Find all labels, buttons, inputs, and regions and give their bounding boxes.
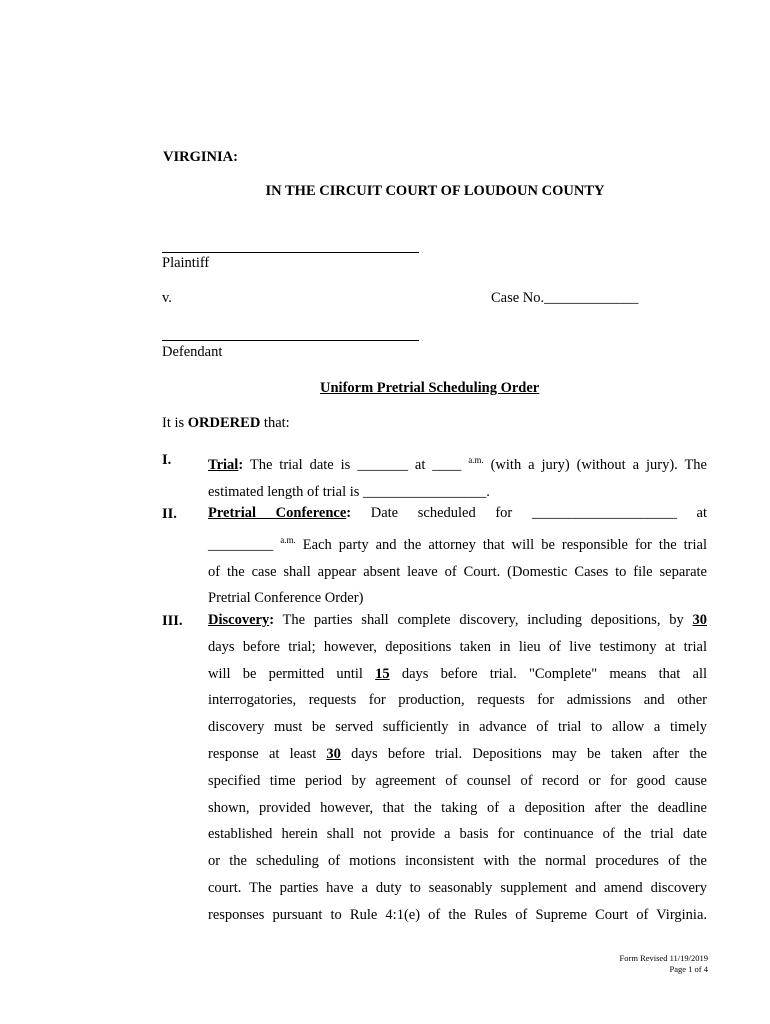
defendant-signature-line — [162, 340, 419, 341]
trial-heading: Trial — [208, 457, 239, 473]
case-number-label: Case No. — [491, 290, 545, 306]
page-footer — [620, 953, 708, 975]
page-number: Page 1 of 4 — [669, 964, 708, 974]
order-title: Uniform Pretrial Scheduling Order — [320, 380, 540, 396]
ordered-word: ORDERED — [187, 415, 261, 431]
discovery-heading: Discovery — [208, 612, 270, 628]
form-revised-date: Form Revised 11/19/2019 — [619, 953, 708, 963]
case-number-field[interactable]: _____________ — [544, 290, 639, 306]
section-trial: Trial: The trial date is _______ at ____ $^{a.m.}$ (with a jury) (without a jury). The estimated length of trial is _________________. — [208, 455, 707, 500]
days-before-trial-3: 30 — [326, 745, 341, 762]
case-number — [491, 290, 638, 307]
section-numeral-discovery: III. — [162, 613, 183, 629]
section-pretrial-conference: Pretrial Conference: Date scheduled for ____________________ at _________ $^{a.m.}$ Each party and the attorney that will be responsible for the trial of the case shall appear absent leave of Court. (Domestic Cases to file separate Pretrial Conference Order) — [208, 505, 707, 607]
am-superscript: a.m. — [280, 534, 296, 545]
court-heading: IN THE CIRCUIT COURT OF LOUDOUN COUNTY — [265, 183, 605, 199]
days-before-trial-2: 15 — [375, 665, 390, 682]
plaintiff-label: Plaintiff — [162, 255, 210, 271]
am-superscript: a.m. — [468, 455, 484, 465]
plaintiff-signature-line — [162, 252, 419, 253]
section-numeral-trial: I. — [162, 452, 172, 468]
defendant-label: Defendant — [162, 344, 223, 360]
pretrial-heading: Pretrial Conference — [208, 505, 347, 521]
days-before-trial-1: 30 — [692, 612, 707, 628]
versus-label: v. — [162, 290, 172, 306]
section-numeral-pretrial: II. — [162, 506, 177, 522]
state-heading: VIRGINIA: — [163, 149, 238, 165]
section-discovery: Discovery: The parties shall complete discovery, including depositions, by 30 days before trial; however, depositions taken in lieu of live testimony at trial will be permitted until 15 days before trial. "Complete" means that all interrogatories, requests for production, requests for admissions and other discovery must be served sufficiently in advance of trial to allow a timely response at least 30 days before trial. Depositions may be taken after the specified time period by agreement of counsel of record or for good cause shown, provided however, that the taking of a deposition after the deadline established herein shall not provide a basis for continuance of the trial date or the scheduling of motions inconsistent with the normal procedures of the court. The parties have a duty to seasonably supplement and amend discovery responses pursuant to Rule 4:1(e) of the Rules of Supreme Court of Virginia. — [208, 612, 708, 923]
intro-line: It is ORDERED that: — [162, 415, 290, 431]
